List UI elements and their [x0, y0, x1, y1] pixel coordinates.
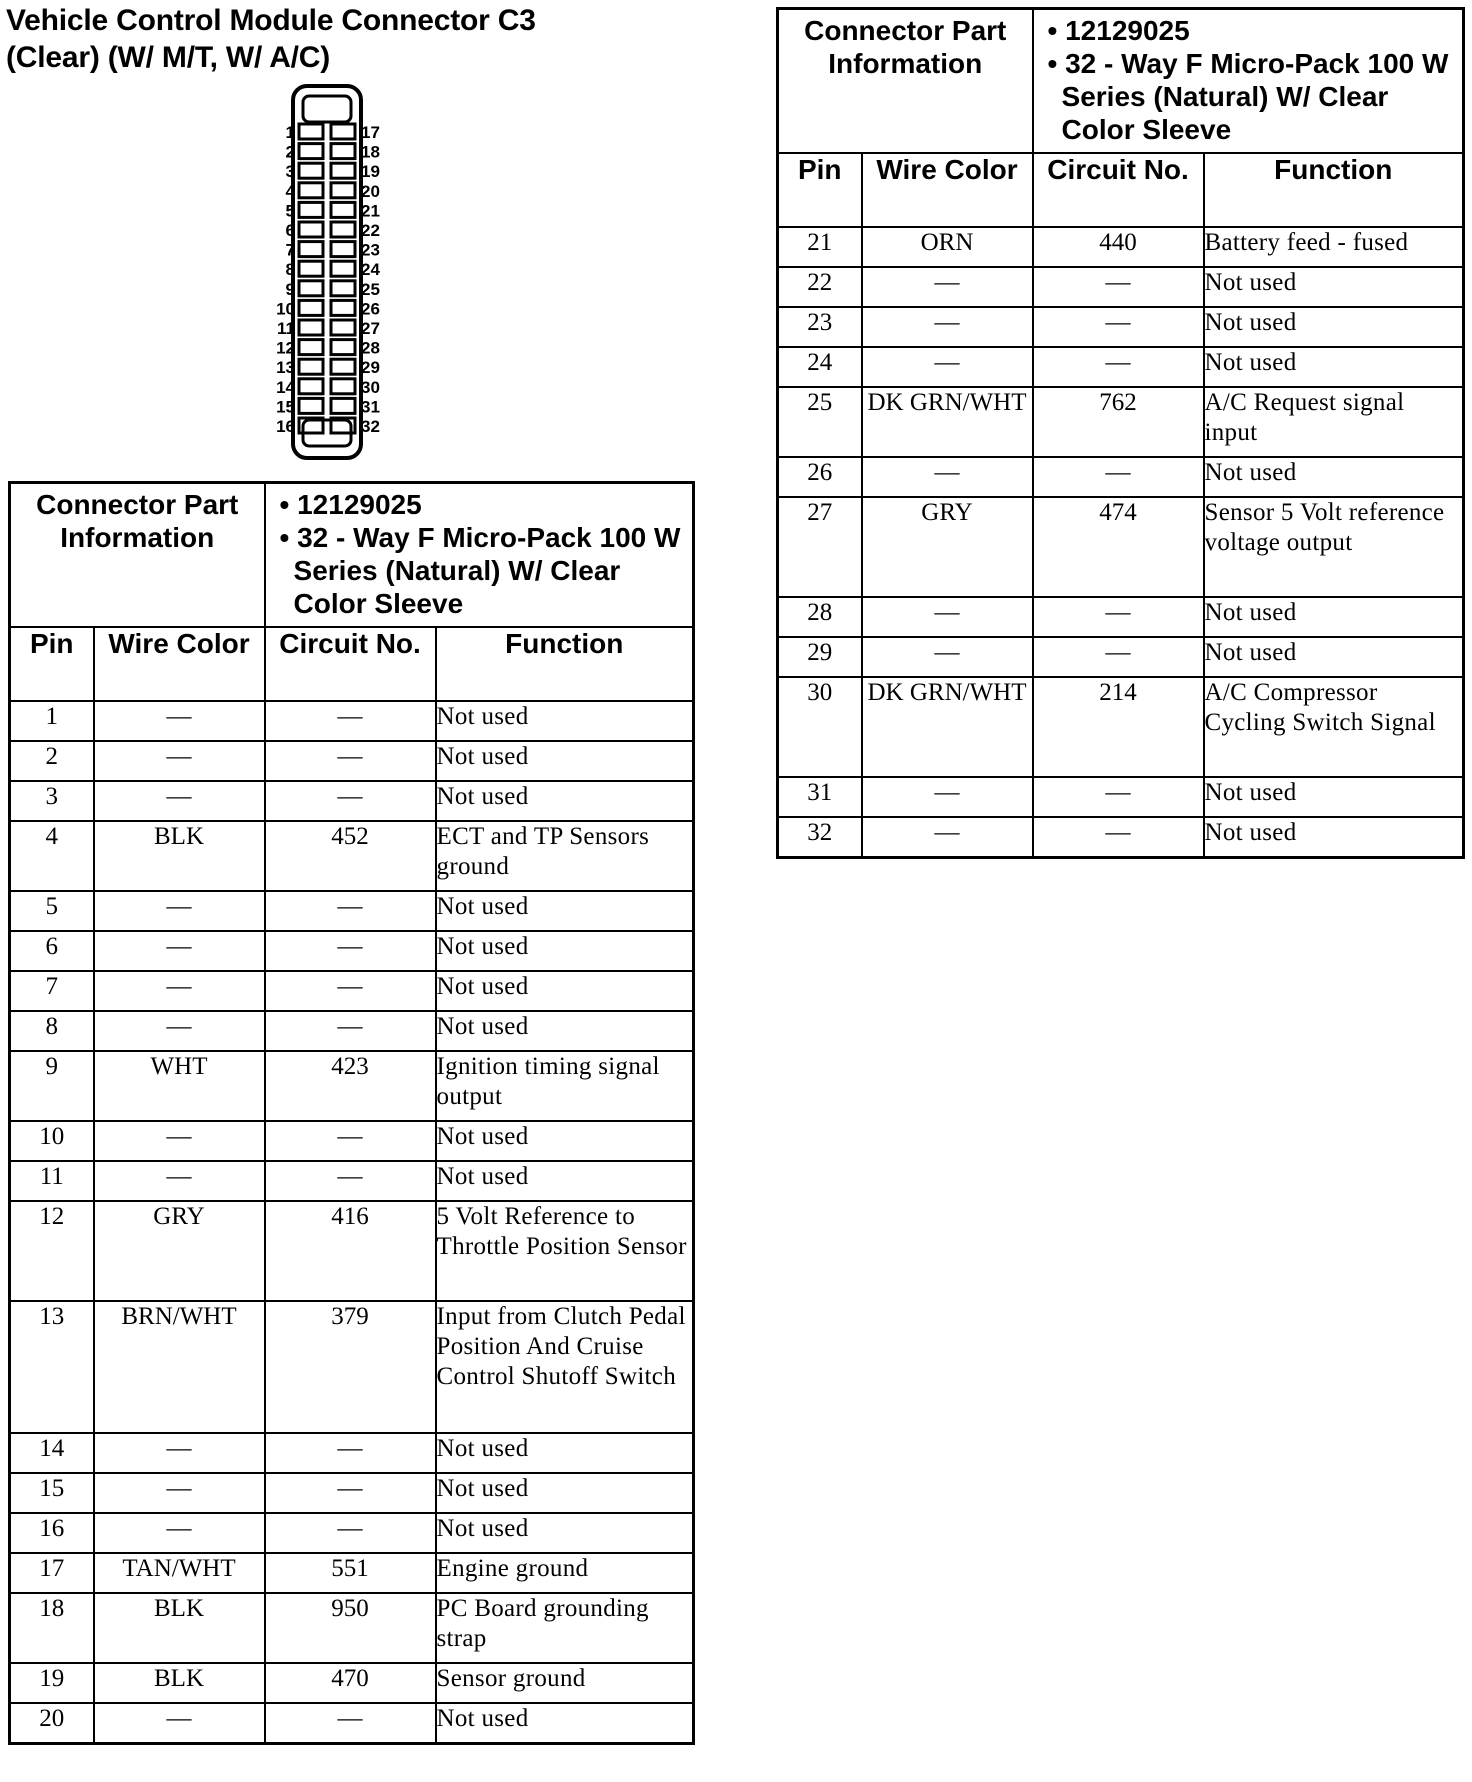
wire-color-cell: WHT	[94, 1051, 265, 1121]
wire-color-cell: GRY	[94, 1201, 265, 1301]
pin-label: 32	[361, 417, 380, 436]
table-row	[10, 1513, 694, 1553]
circuit-header: Circuit No.	[1033, 153, 1204, 227]
wire-color-cell: —	[94, 741, 265, 781]
pin-socket	[331, 261, 355, 276]
table-row	[10, 1473, 694, 1513]
pin-label: 24	[361, 260, 380, 280]
wire-color-cell: —	[862, 817, 1033, 858]
pin-cell: 24	[778, 347, 862, 387]
table-row	[778, 637, 1464, 677]
table-row	[778, 677, 1464, 777]
wire-color-cell: —	[94, 1473, 265, 1513]
function-cell: Not used	[436, 1121, 694, 1161]
pin-cell: 2	[10, 741, 94, 781]
circuit-cell: —	[1033, 817, 1204, 858]
pin-label: 2	[285, 142, 295, 162]
pin-socket	[299, 261, 323, 276]
function-cell: Not used	[436, 1011, 694, 1051]
function-cell: Not used	[1204, 457, 1464, 497]
pin-cell: 9	[10, 1051, 94, 1121]
table-row	[10, 1703, 694, 1744]
wire-color-cell: —	[94, 1433, 265, 1473]
table-row	[778, 267, 1464, 307]
function-cell: Battery feed - fused	[1204, 227, 1464, 267]
pin-label: 14	[276, 377, 295, 397]
pin-socket	[331, 300, 355, 315]
wire-color-cell: BRN/WHT	[94, 1301, 265, 1433]
wire-color-header: Wire Color	[94, 627, 265, 701]
pin-socket	[299, 340, 323, 355]
pin-cell: 19	[10, 1663, 94, 1703]
pin-cell: 11	[10, 1161, 94, 1201]
circuit-cell: 950	[265, 1593, 436, 1663]
table-row	[10, 821, 694, 891]
circuit-cell: 474	[1033, 497, 1204, 597]
circuit-cell: 423	[265, 1051, 436, 1121]
wire-color-cell: —	[862, 597, 1033, 637]
circuit-cell: —	[265, 741, 436, 781]
pin-cell: 30	[778, 677, 862, 777]
pin-label: 15	[276, 397, 295, 417]
function-cell: Sensor ground	[436, 1663, 694, 1703]
circuit-cell: —	[265, 891, 436, 931]
table-1-body	[10, 701, 694, 1744]
wire-color-cell: —	[94, 701, 265, 741]
wire-color-cell: —	[862, 637, 1033, 677]
circuit-cell: —	[265, 1011, 436, 1051]
circuit-cell: —	[265, 971, 436, 1011]
table-row	[10, 781, 694, 821]
circuit-cell: 452	[265, 821, 436, 891]
header-row	[778, 153, 1464, 227]
function-cell: Not used	[436, 971, 694, 1011]
circuit-cell: —	[265, 1433, 436, 1473]
circuit-cell: 470	[265, 1663, 436, 1703]
table-row	[10, 931, 694, 971]
circuit-cell: —	[1033, 637, 1204, 677]
function-cell: 5 Volt Reference to Throttle Position Sensor	[436, 1201, 694, 1301]
wire-color-cell: —	[862, 777, 1033, 817]
pin-label: 16	[276, 417, 295, 436]
circuit-cell: —	[1033, 457, 1204, 497]
wire-color-cell: —	[94, 891, 265, 931]
pin-socket	[331, 359, 355, 374]
part-info-label: Connector Part Information	[10, 483, 265, 628]
pin-socket	[331, 202, 355, 217]
pin-cell: 21	[778, 227, 862, 267]
table-row	[778, 387, 1464, 457]
pin-cell: 17	[10, 1553, 94, 1593]
function-cell: Not used	[1204, 597, 1464, 637]
pin-socket	[331, 398, 355, 413]
pin-label: 19	[361, 162, 380, 182]
wire-color-cell: —	[862, 267, 1033, 307]
pin-label: 3	[285, 162, 295, 182]
circuit-cell: 762	[1033, 387, 1204, 457]
function-cell: Not used	[1204, 307, 1464, 347]
part-description: • 32 - Way F Micro-Pack 100 W Series (Natural) W/ Clear Color Sleeve	[279, 522, 681, 619]
table-row	[778, 457, 1464, 497]
pin-cell: 7	[10, 971, 94, 1011]
table-row	[778, 777, 1464, 817]
part-info-value	[265, 483, 694, 628]
pin-label: 25	[361, 279, 380, 299]
wire-color-cell: —	[862, 307, 1033, 347]
circuit-cell: —	[265, 1161, 436, 1201]
pin-cell: 8	[10, 1011, 94, 1051]
pin-header: Pin	[10, 627, 94, 701]
table-row	[778, 227, 1464, 267]
function-header: Function	[436, 627, 694, 701]
connector-diagram	[255, 82, 405, 462]
pin-socket	[299, 124, 323, 139]
pin-cell: 12	[10, 1201, 94, 1301]
part-info-value	[1033, 9, 1464, 154]
circuit-cell: —	[1033, 347, 1204, 387]
pin-socket	[299, 202, 323, 217]
pin-socket	[331, 124, 355, 139]
pin-socket	[331, 242, 355, 257]
wire-color-cell: GRY	[862, 497, 1033, 597]
pin-label: 7	[285, 240, 295, 260]
wire-color-cell: BLK	[94, 1663, 265, 1703]
table-row	[10, 971, 694, 1011]
pin-cell: 26	[778, 457, 862, 497]
pin-socket	[331, 340, 355, 355]
circuit-cell: —	[265, 931, 436, 971]
function-cell: PC Board grounding strap	[436, 1593, 694, 1663]
pin-cell: 15	[10, 1473, 94, 1513]
circuit-cell: —	[1033, 307, 1204, 347]
table-row	[10, 1553, 694, 1593]
function-cell: Not used	[436, 1433, 694, 1473]
pin-socket	[331, 222, 355, 237]
function-cell: Not used	[436, 1703, 694, 1744]
pin-label: 13	[276, 358, 295, 378]
part-info-row	[10, 483, 694, 628]
pin-label: 31	[361, 397, 380, 417]
pin-cell: 31	[778, 777, 862, 817]
circuit-cell: —	[265, 1513, 436, 1553]
table-row	[10, 1593, 694, 1663]
pin-cell: 18	[10, 1593, 94, 1663]
table-row	[778, 597, 1464, 637]
pin-socket	[299, 320, 323, 335]
function-cell: Not used	[436, 1513, 694, 1553]
pin-socket	[331, 320, 355, 335]
wire-color-cell: —	[94, 971, 265, 1011]
pin-cell: 22	[778, 267, 862, 307]
pin-label: 28	[361, 338, 380, 358]
pin-label: 8	[285, 260, 295, 280]
pin-label: 30	[361, 377, 380, 397]
connector-housing	[293, 86, 361, 458]
wire-color-cell: —	[94, 1121, 265, 1161]
pin-cell: 5	[10, 891, 94, 931]
pin-cell: 32	[778, 817, 862, 858]
pin-label: 4	[285, 181, 295, 201]
circuit-cell: —	[1033, 597, 1204, 637]
table-row	[778, 497, 1464, 597]
pin-socket	[331, 144, 355, 159]
table-row	[10, 1011, 694, 1051]
table-row	[10, 1051, 694, 1121]
wire-color-header: Wire Color	[862, 153, 1033, 227]
function-cell: Not used	[436, 741, 694, 781]
pin-socket	[299, 398, 323, 413]
circuit-cell: 214	[1033, 677, 1204, 777]
table-row	[10, 1663, 694, 1703]
function-cell: Not used	[436, 701, 694, 741]
pin-cell: 27	[778, 497, 862, 597]
pin-socket	[331, 281, 355, 296]
function-cell: A/C Request signal input	[1204, 387, 1464, 457]
pin-socket	[299, 300, 323, 315]
pin-cell: 28	[778, 597, 862, 637]
pin-socket	[299, 242, 323, 257]
wire-color-cell: —	[94, 931, 265, 971]
pin-label: 1	[285, 123, 295, 142]
circuit-cell: 551	[265, 1553, 436, 1593]
table-row	[10, 1433, 694, 1473]
pin-label: 21	[361, 201, 380, 221]
pin-label: 5	[285, 201, 295, 221]
pin-cell: 1	[10, 701, 94, 741]
part-number: • 12129025	[1047, 15, 1190, 46]
wire-color-cell: —	[862, 347, 1033, 387]
table-row	[10, 1121, 694, 1161]
circuit-cell: —	[265, 1703, 436, 1744]
part-info-label: Connector Part Information	[778, 9, 1033, 154]
table-row	[10, 741, 694, 781]
pin-label: 23	[361, 240, 380, 260]
function-header: Function	[1204, 153, 1464, 227]
function-cell: Engine ground	[436, 1553, 694, 1593]
pin-socket	[299, 379, 323, 394]
circuit-cell: —	[265, 781, 436, 821]
pin-socket	[299, 222, 323, 237]
function-cell: Not used	[1204, 817, 1464, 858]
table-row	[10, 1301, 694, 1433]
wire-color-cell: —	[94, 1703, 265, 1744]
title-line-1: Vehicle Control Module Connector C3	[6, 4, 536, 37]
table-row	[10, 891, 694, 931]
pin-socket	[299, 359, 323, 374]
pin-socket	[331, 379, 355, 394]
function-cell: Not used	[436, 931, 694, 971]
pin-socket	[299, 281, 323, 296]
function-cell: Not used	[436, 891, 694, 931]
title-line-2: (Clear) (W/ M/T, W/ A/C)	[6, 41, 331, 74]
pin-socket	[331, 183, 355, 198]
function-cell: Not used	[436, 1473, 694, 1513]
pin-cell: 20	[10, 1703, 94, 1744]
pin-label: 26	[361, 299, 380, 319]
circuit-cell: —	[265, 1473, 436, 1513]
pinout-table-1	[8, 481, 695, 1745]
function-cell: Not used	[436, 781, 694, 821]
table-row	[10, 1201, 694, 1301]
function-cell: Sensor 5 Volt reference voltage output	[1204, 497, 1464, 597]
page-title	[6, 2, 646, 76]
function-cell: Input from Clutch Pedal Position And Cruise Control Shutoff Switch	[436, 1301, 694, 1433]
table-2-body	[778, 227, 1464, 858]
pin-label: 18	[361, 142, 380, 162]
wire-color-cell: ORN	[862, 227, 1033, 267]
pin-label: 27	[361, 319, 380, 338]
pin-socket	[299, 144, 323, 159]
pinout-table-2	[776, 7, 1465, 859]
pin-header: Pin	[778, 153, 862, 227]
circuit-header: Circuit No.	[265, 627, 436, 701]
wire-color-cell: —	[862, 457, 1033, 497]
pin-cell: 23	[778, 307, 862, 347]
pin-cell: 10	[10, 1121, 94, 1161]
wire-color-cell: —	[94, 1513, 265, 1553]
circuit-cell: —	[265, 701, 436, 741]
pin-cell: 6	[10, 931, 94, 971]
wire-color-cell: DK GRN/WHT	[862, 387, 1033, 457]
wire-color-cell: BLK	[94, 1593, 265, 1663]
pin-cell: 16	[10, 1513, 94, 1553]
part-info-row	[778, 9, 1464, 154]
function-cell: Not used	[1204, 267, 1464, 307]
wire-color-cell: TAN/WHT	[94, 1553, 265, 1593]
table-row	[778, 307, 1464, 347]
table-row	[778, 817, 1464, 858]
circuit-cell: 416	[265, 1201, 436, 1301]
pin-label: 12	[276, 338, 295, 358]
pin-label: 10	[276, 299, 295, 319]
wire-color-cell: DK GRN/WHT	[862, 677, 1033, 777]
pin-label: 17	[361, 123, 380, 142]
pin-label: 6	[285, 221, 295, 240]
pin-socket	[299, 163, 323, 178]
circuit-cell: —	[265, 1121, 436, 1161]
table-row	[10, 1161, 694, 1201]
function-cell: A/C Compressor Cycling Switch Signal	[1204, 677, 1464, 777]
pin-cell: 3	[10, 781, 94, 821]
function-cell: ECT and TP Sensors ground	[436, 821, 694, 891]
wire-color-cell: —	[94, 1161, 265, 1201]
circuit-cell: 440	[1033, 227, 1204, 267]
table-row	[778, 347, 1464, 387]
pin-cell: 25	[778, 387, 862, 457]
function-cell: Not used	[1204, 637, 1464, 677]
header-row	[10, 627, 694, 701]
pin-label: 20	[361, 181, 380, 201]
function-cell: Ignition timing signal output	[436, 1051, 694, 1121]
wire-color-cell: —	[94, 1011, 265, 1051]
pin-label: 22	[361, 221, 380, 240]
function-cell: Not used	[1204, 347, 1464, 387]
pin-label: 29	[361, 358, 380, 378]
pin-cell: 29	[778, 637, 862, 677]
circuit-cell: —	[1033, 777, 1204, 817]
wire-color-cell: —	[94, 781, 265, 821]
pin-cell: 13	[10, 1301, 94, 1433]
wire-color-cell: BLK	[94, 821, 265, 891]
connector-latch-top	[303, 96, 351, 122]
pin-socket	[299, 183, 323, 198]
circuit-cell: —	[1033, 267, 1204, 307]
part-number: • 12129025	[279, 489, 422, 520]
function-cell: Not used	[436, 1161, 694, 1201]
circuit-cell: 379	[265, 1301, 436, 1433]
table-row	[10, 701, 694, 741]
pin-label: 11	[277, 319, 295, 338]
pin-socket	[331, 163, 355, 178]
part-description: • 32 - Way F Micro-Pack 100 W Series (Natural) W/ Clear Color Sleeve	[1047, 48, 1449, 145]
function-cell: Not used	[1204, 777, 1464, 817]
pin-cell: 14	[10, 1433, 94, 1473]
pin-label: 9	[285, 279, 295, 299]
pin-cell: 4	[10, 821, 94, 891]
